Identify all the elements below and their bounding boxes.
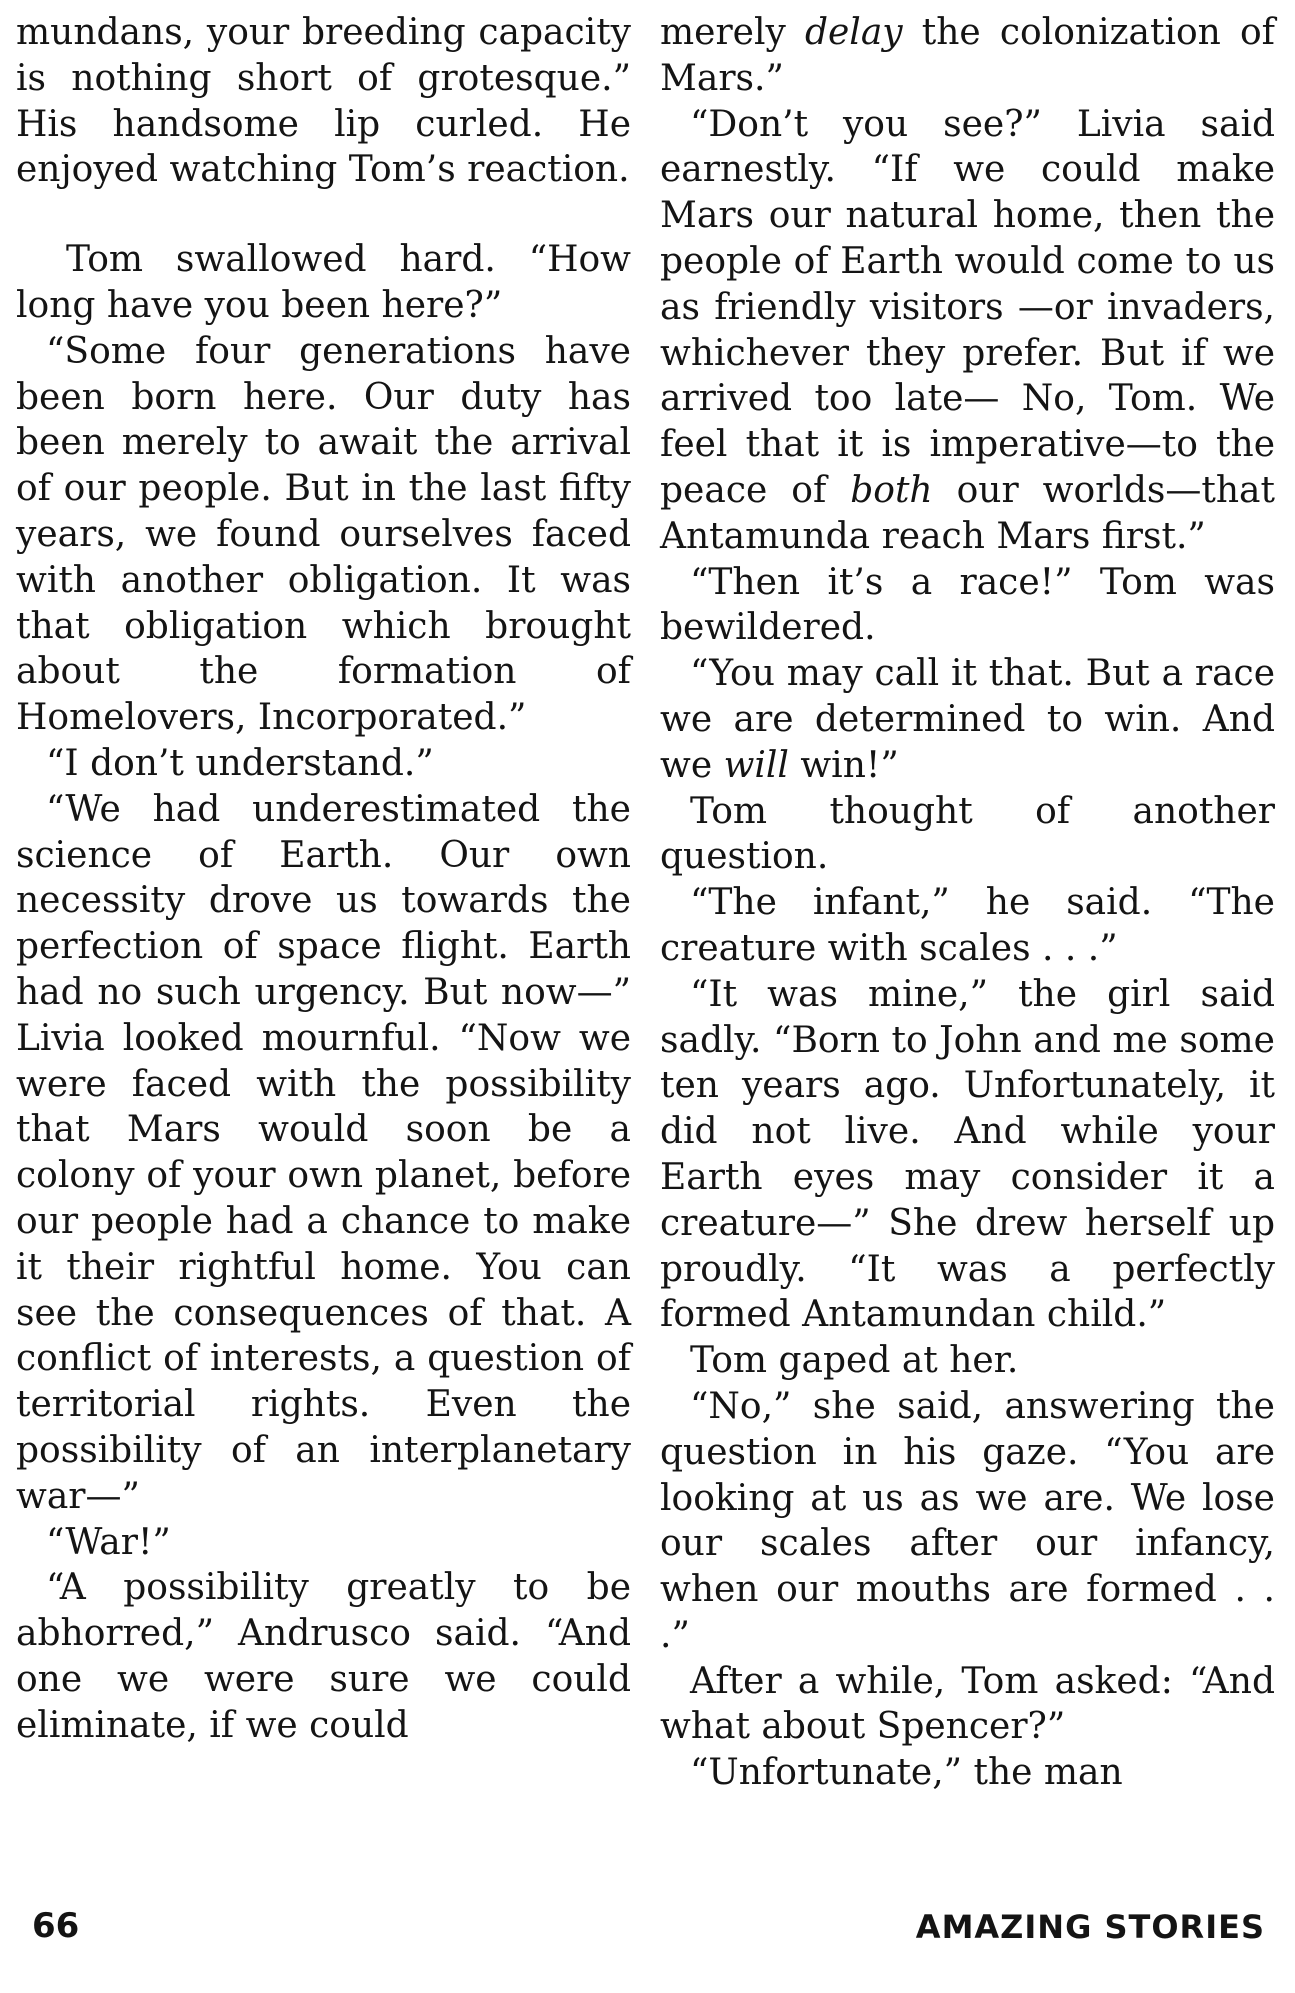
page-number: 66 [32, 1906, 80, 1946]
paragraph: “We had underestimated the science of Earth. Our own necessity drove us towards the perfection of space flight. Earth had no such urgency. But now—” Livia looked mournful. “Now we were faced with the possibility that Mars would soon be a colony of your own planet, before our people had a chance to make it their rightful home. You can see the consequences of that. A conflict of interests, a question of territorial rights. Even the possibility of an interplanetary war—” [16, 788, 631, 1517]
paragraph [660, 102, 1275, 560]
page-footer [0, 1906, 1295, 1956]
paragraph: “No,” she said, answering the question in his gaze. “You are looking at us as we are. We lose our scales after our infancy, when our mouths are formed . . .” [660, 1385, 1275, 1656]
text-run: merely [660, 12, 805, 53]
text-run: the colonization of Mars.” [660, 12, 1275, 99]
paragraph: “The infant,” he said. “The creature with scales . . .” [660, 882, 1275, 969]
paragraph: Tom thought of another question. [660, 790, 1275, 878]
emphasis: will [723, 744, 789, 786]
paragraph: “War!” [46, 1521, 171, 1563]
paragraph [660, 651, 1275, 788]
paragraph: Tom gaped at her. [690, 1340, 1019, 1382]
emphasis: delay [804, 12, 903, 53]
paragraph: Tom swallowed hard. “How long have you been here?” [16, 239, 631, 326]
text-run: our worlds—that Antamunda reach Mars first.” [660, 469, 1275, 557]
paragraph: “Unfortunate,” the man [690, 1752, 1123, 1794]
left-column [16, 10, 631, 1748]
text-run: win!” [788, 744, 899, 786]
text-run: “You may call it that. But a race we are determined to win. And we [660, 653, 1275, 786]
emphasis: both [850, 469, 933, 511]
paragraph: “Some four generations have been born here. Our duty has been merely to await the arrival of our people. But in the last fifty years, we found ourselves faced with another obligation. It was that obligation which brought about the formation of Homelovers, Incorporated.” [16, 330, 631, 739]
paragraph: “It was mine,” the girl said sadly. “Born to John and me some ten years ago. Unfortunately, it did not live. And while your Earth eyes may consider it a creature—” She drew herself up proudly. “It was a perfectly formed Antamundan child.” [660, 973, 1275, 1336]
text-run: “Don’t you see?” Livia said earnestly. “If we could make Mars our natural home, then the people of Earth would come to us as friendly visitors —or invaders, whichever they prefer. But if we arrived too late— No, Tom. We feel that it is imperative—to the peace of [660, 103, 1275, 511]
paragraph: After a while, Tom asked: “And what about Spencer?” [660, 1660, 1275, 1748]
running-head: AMAZING STORIES [915, 1908, 1265, 1946]
paragraph: “Then it’s a race!” Tom was bewildered. [660, 561, 1275, 649]
paragraph [660, 10, 1275, 102]
right-column [660, 10, 1275, 1796]
paragraph: “I don’t understand.” [46, 742, 434, 784]
paragraph: mundans, your breeding capacity is nothing short of grotesque.” His handsome lip curled. He enjoyed watching Tom’s reaction. [16, 12, 631, 191]
paragraph: “A possibility greatly to be abhorred,” Andrusco said. “And one we were sure we could eliminate, if we could [16, 1567, 631, 1746]
